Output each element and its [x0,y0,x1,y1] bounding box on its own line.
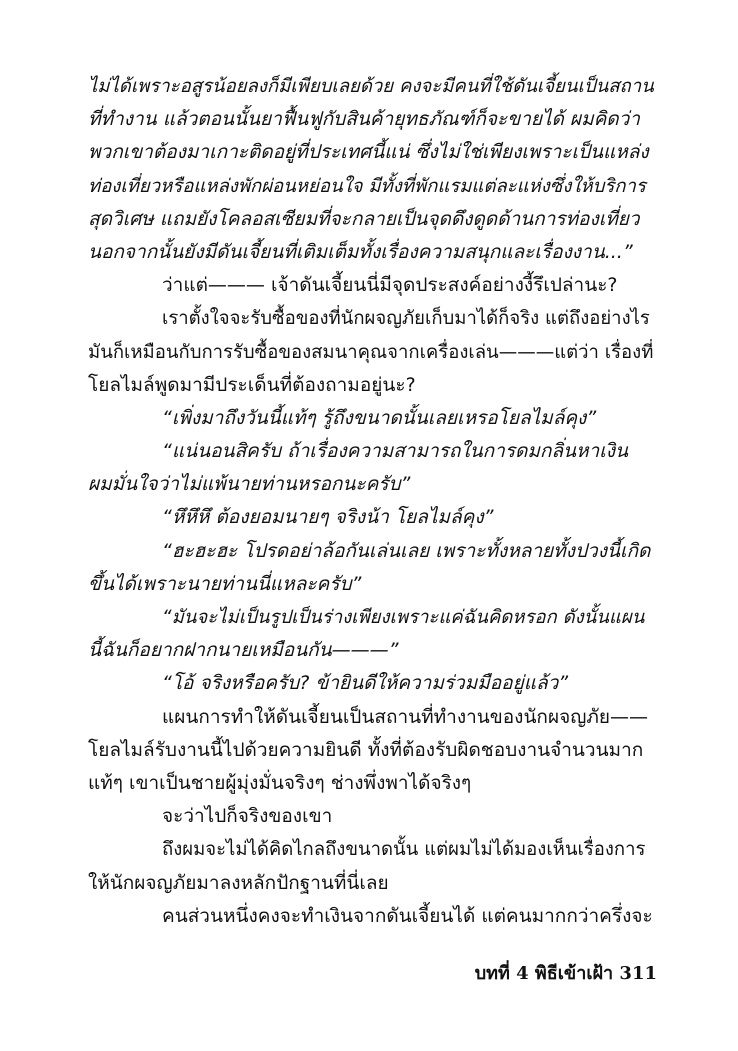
text-line: พวกเขาต้องมาเกาะติดอยู่ที่ประเทศนี้แน่ ซึ่งไม่ใช่เพียงเพราะเป็นแหล่ง [88,141,649,164]
text-line: ว่าแต่——— เจ้าดันเจี้ยนนี่มีจุดประสงค์อย่างงี้รึเปล่านะ? [162,274,618,297]
text-line: “เพิ่งมาถึงวันนี้แท้ๆ รู้ถึงขนาดนั้นเลยเหรอโยลไมล์คุง” [162,406,597,429]
text-line: ให้นักผจญภัยมาลงหลักปักฐานที่นี่เลย [88,871,389,894]
text-line: นอกจากนั้นยังมีดันเจี้ยนที่เติมเต็มทั้งเรื่องความสนุกและเรื่องงาน...” [88,240,633,263]
text-line: โยลไมล์พูดมามีประเด็นที่ต้องถามอยู่นะ? [88,373,416,396]
text-line: ไม่ได้เพราะอสูรน้อยลงก็มีเพียบเลยด้วย คงจะมีคนที่ใช้ดันเจี้ยนเป็นสถาน [88,76,654,97]
text-line: แท้ๆ เขาเป็นชายผู้มุ่งมั่นจริงๆ ช่างพึ่งพาได้จริงๆ [88,771,472,794]
text-line: “มันจะไม่เป็นรูปเป็นร่างเพียงเพราะแค่ฉันคิดหรอก ดังนั้นแผน [162,607,645,628]
text-line: โยลไมล์รับงานนี้ไปด้วยความยินดี ทั้งที่ต้องรับผิดชอบงานจำนวนมาก [88,738,644,761]
text-line: นี้ฉันก็อยากฝากนายเหมือนกัน———” [88,639,399,662]
text-line: “ฮะฮะฮะ โปรดอย่าล้อกันเล่นเลย เพราะทั้งหลายทั้งปวงนี้เกิด [162,539,651,562]
text-line: เราตั้งใจจะรับซื้อของที่นักผจญภัยเก็บมาได้ก็จริง แต่ถึงอย่างไร [162,308,650,330]
text-line: แผนการทำให้ดันเจี้ยนเป็นสถานที่ทำงานของนักผจญภัย—— [162,705,649,728]
text-line: จะว่าไปก็จริงของเขา [162,805,333,828]
body-text [88,70,654,933]
text-line: สุดวิเศษ แถมยังโคลอสเซียมที่จะกลายเป็นจุดดึงดูดด้านการท่องเที่ยว [88,207,640,230]
text-line: ถึงผมจะไม่ได้คิดไกลถึงขนาดนั้น แต่ผมไม่ได้มองเห็นเรื่องการ [162,839,646,861]
text-line: ท่องเที่ยวหรือแหล่งพักผ่อนหย่อนใจ มีทั้งที่พักแรมแต่ละแห่งซึ่งให้บริการ [88,175,646,197]
text-line: ที่ทำงาน แล้วตอนนั้นยาฟื้นฟูกับสินค้ายุทธภัณฑ์ก็จะขายได้ ผมคิดว่า [88,108,640,131]
text-line: มันก็เหมือนกับการรับซื้อของสมนาคุณจากเครื่องเล่น———แต่ว่า เรื่องที่ [88,341,654,363]
text-line: ขึ้นได้เพราะนายท่านนี่แหละครับ” [88,572,362,595]
text-line: ผมมั่นใจว่าไม่แพ้นายท่านหรอกนะครับ” [88,473,411,496]
text-line: “แน่นอนสิครับ ถ้าเรื่องความสามารถในการดมกลิ่นหาเงิน [162,440,628,463]
text-line: “โอ้ จริงหรือครับ? ข้ายินดีให้ความร่วมมืออยู่แล้ว” [162,672,569,695]
page-footer-running-head: บทที่ 4 พิธีเข้าเฝ้า 311 [474,963,657,984]
text-line: “หึหึหึ ต้องยอมนายๆ จริงน้า โยลไมล์คุง” [162,506,494,529]
text-line: คนส่วนหนึ่งคงจะทำเงินจากดันเจี้ยนได้ แต่คนมากกว่าครึ่งจะ [162,904,653,927]
